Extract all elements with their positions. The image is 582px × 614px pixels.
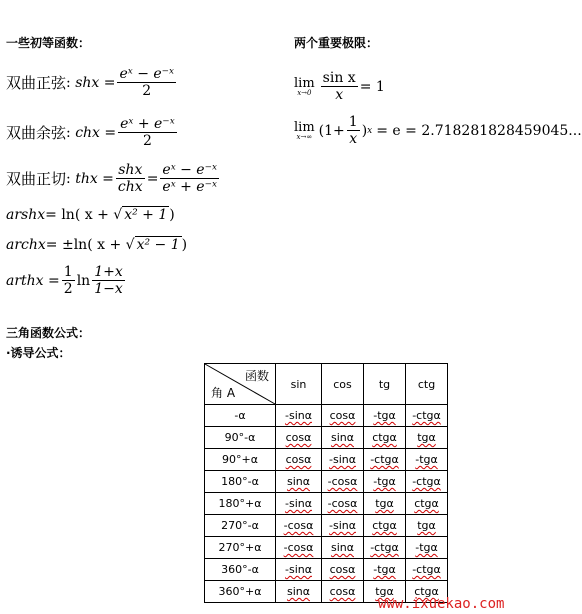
angle-cell: 270°-α — [205, 515, 276, 537]
arch-formula: archx = ±ln( x + √ x² − 1 ) — [6, 236, 188, 253]
site-watermark: www.ixuekao.com — [378, 596, 505, 612]
value-cell: tgα — [406, 515, 448, 537]
cosh-denominator: 2 — [142, 133, 152, 150]
sinh-lhs: shx — [75, 74, 100, 91]
limit-e-subscript: x→∞ — [296, 132, 313, 141]
limit-e-open: (1+ — [318, 122, 345, 139]
limit-e-numerator: 1 — [348, 114, 358, 130]
column-header: ctg — [406, 364, 448, 405]
table-body — [205, 364, 448, 603]
angle-cell: 360°-α — [205, 559, 276, 581]
value-cell: -tgα — [406, 537, 448, 559]
table-corner-cell — [205, 364, 276, 405]
arth-formula: arthx = $\frac{1}{2}$ ln $\frac{1+x}{1-x}$ — [6, 264, 123, 298]
angle-cell: 180°-α — [205, 471, 276, 493]
tanh-ratio-numerator: shx — [116, 162, 145, 179]
value-cell: -cosα — [322, 493, 364, 515]
cosh-formula: 双曲余弦 : chx = $\frac{\text{eˣ + e⁻ˣ}}{2}$ — [6, 116, 175, 150]
tanh-ratio-fraction — [116, 162, 145, 195]
value-cell: -sinα — [322, 449, 364, 471]
arsh-rhs-pre: = ln( x + — [45, 206, 114, 223]
table-header-row — [205, 364, 448, 405]
value-cell: cosα — [276, 427, 322, 449]
arth-coefficient — [62, 264, 75, 297]
angle-cell: 180°+α — [205, 493, 276, 515]
value-cell: cosα — [322, 559, 364, 581]
value-cell: ctgα — [364, 427, 406, 449]
limit-e-close: ) — [361, 122, 368, 139]
table-row — [205, 471, 448, 493]
value-cell: cosα — [276, 449, 322, 471]
table-row — [205, 405, 448, 427]
cosh-numerator: eˣ + e⁻ˣ — [120, 116, 175, 132]
arch-rhs-post: ) — [181, 236, 188, 253]
angle-cell: 270°+α — [205, 537, 276, 559]
column-header: sin — [276, 364, 322, 405]
value-cell: -tgα — [364, 559, 406, 581]
value-cell: -ctgα — [406, 471, 448, 493]
value-cell: tgα — [406, 427, 448, 449]
arsh-formula: arshx = ln( x + √ x² + 1 ) — [6, 206, 175, 223]
limit-e-formula — [294, 114, 582, 147]
value-cell: tgα — [364, 493, 406, 515]
arth-fraction — [92, 264, 125, 297]
arch-rhs-pre: = ±ln( x + — [45, 236, 126, 253]
sinh-denominator: 2 — [142, 83, 152, 100]
value-cell: -tgα — [364, 471, 406, 493]
arth-coefficient-denominator: 2 — [63, 281, 73, 298]
limit-sin-fraction — [321, 70, 358, 103]
limit-e-result: = e = 2.718281828459045... — [376, 122, 582, 139]
arth-coefficient-numerator: 1 — [63, 264, 73, 280]
value-cell: -sinα — [276, 493, 322, 515]
value-cell: tgα — [364, 581, 406, 603]
value-cell: -cosα — [322, 471, 364, 493]
value-cell: -tgα — [364, 405, 406, 427]
value-cell: -cosα — [276, 515, 322, 537]
table-row — [205, 449, 448, 471]
cosh-name: 双曲余弦 — [6, 124, 67, 143]
induction-formulas-heading: ·诱导公式： — [6, 346, 71, 360]
limit-sin-numerator: sin x — [322, 70, 356, 86]
value-cell: ctgα — [364, 515, 406, 537]
value-cell: ctgα — [406, 493, 448, 515]
column-header: tg — [364, 364, 406, 405]
value-cell: -sinα — [276, 405, 322, 427]
induction-formula-table — [204, 363, 448, 603]
sinh-numerator: eˣ − e⁻ˣ — [119, 66, 175, 82]
arth-lhs: arthx — [6, 272, 44, 289]
value-cell: -cosα — [276, 537, 322, 559]
value-cell: ctgα — [406, 581, 448, 603]
angle-cell: -α — [205, 405, 276, 427]
tanh-ratio-denominator: chx — [117, 179, 143, 196]
corner-angle-label: 角 A — [211, 386, 236, 400]
table-row — [205, 537, 448, 559]
limit-e-fraction — [347, 114, 360, 147]
corner-function-label: 函数 — [244, 369, 269, 383]
value-cell: -ctgα — [406, 405, 448, 427]
value-cell: sinα — [322, 427, 364, 449]
arsh-radicand: x² + 1 — [124, 207, 168, 223]
tanh-name: 双曲正切 — [6, 170, 67, 189]
value-cell: -ctgα — [364, 537, 406, 559]
angle-cell: 90°-α — [205, 427, 276, 449]
limit-sin-word: lim — [294, 75, 315, 91]
limit-sin-formula — [294, 70, 385, 103]
arth-numerator: 1+x — [94, 264, 123, 280]
value-cell: -sinα — [322, 515, 364, 537]
angle-cell: 360°+α — [205, 581, 276, 603]
arth-denominator: 1−x — [94, 281, 123, 298]
tanh-exp-denominator: eˣ + e⁻ˣ — [162, 179, 217, 196]
cosh-lhs: chx — [75, 124, 100, 141]
value-cell: sinα — [322, 537, 364, 559]
arsh-rhs-post: ) — [169, 206, 175, 223]
value-cell: -tgα — [406, 449, 448, 471]
limit-e-exponent: x — [367, 125, 373, 136]
limit-sin-operator — [294, 77, 315, 97]
elementary-functions-heading: 一些初等函数： — [6, 36, 91, 50]
tanh-exp-fraction — [160, 162, 219, 195]
tanh-formula: 双曲正切 : thx = $\frac{\text{shx}}{\text{chx}}$ = $\frac{\text{eˣ − e⁻ˣ}}{\text{eˣ + e⁻ˣ}}$ — [6, 162, 217, 196]
important-limits-heading: 两个重要极限： — [294, 36, 379, 50]
sinh-fraction — [117, 66, 176, 99]
value-cell: -sinα — [276, 559, 322, 581]
arch-radicand: x² − 1 — [136, 237, 180, 253]
tanh-lhs: thx — [75, 170, 98, 187]
trig-formulas-heading: 三角函数公式： — [6, 326, 91, 340]
limit-sin-denominator: x — [335, 87, 344, 104]
angle-cell: 90°+α — [205, 449, 276, 471]
table-row — [205, 493, 448, 515]
sinh-formula: 双曲正弦 : shx = $\frac{\text{eˣ − e⁻ˣ}}{2}$ — [6, 66, 175, 100]
table-row — [205, 559, 448, 581]
arch-lhs: archx — [6, 236, 46, 253]
arsh-lhs: arshx — [6, 206, 46, 223]
table-row — [205, 427, 448, 449]
value-cell: cosα — [322, 581, 364, 603]
arth-ln: ln — [76, 272, 91, 289]
table-row — [205, 515, 448, 537]
limit-e-word: lim — [294, 119, 315, 135]
limit-sin-subscript: x→0 — [297, 88, 312, 97]
limit-e-denominator: x — [349, 131, 358, 148]
value-cell: sinα — [276, 581, 322, 603]
value-cell: -ctgα — [364, 449, 406, 471]
limit-e-operator — [294, 121, 315, 141]
sinh-name: 双曲正弦 — [6, 74, 67, 93]
column-header: cos — [322, 364, 364, 405]
value-cell: sinα — [276, 471, 322, 493]
value-cell: -ctgα — [406, 559, 448, 581]
tanh-exp-numerator: eˣ − e⁻ˣ — [162, 162, 217, 178]
value-cell: cosα — [322, 405, 364, 427]
cosh-fraction — [118, 116, 177, 149]
limit-sin-result: = 1 — [359, 78, 385, 95]
